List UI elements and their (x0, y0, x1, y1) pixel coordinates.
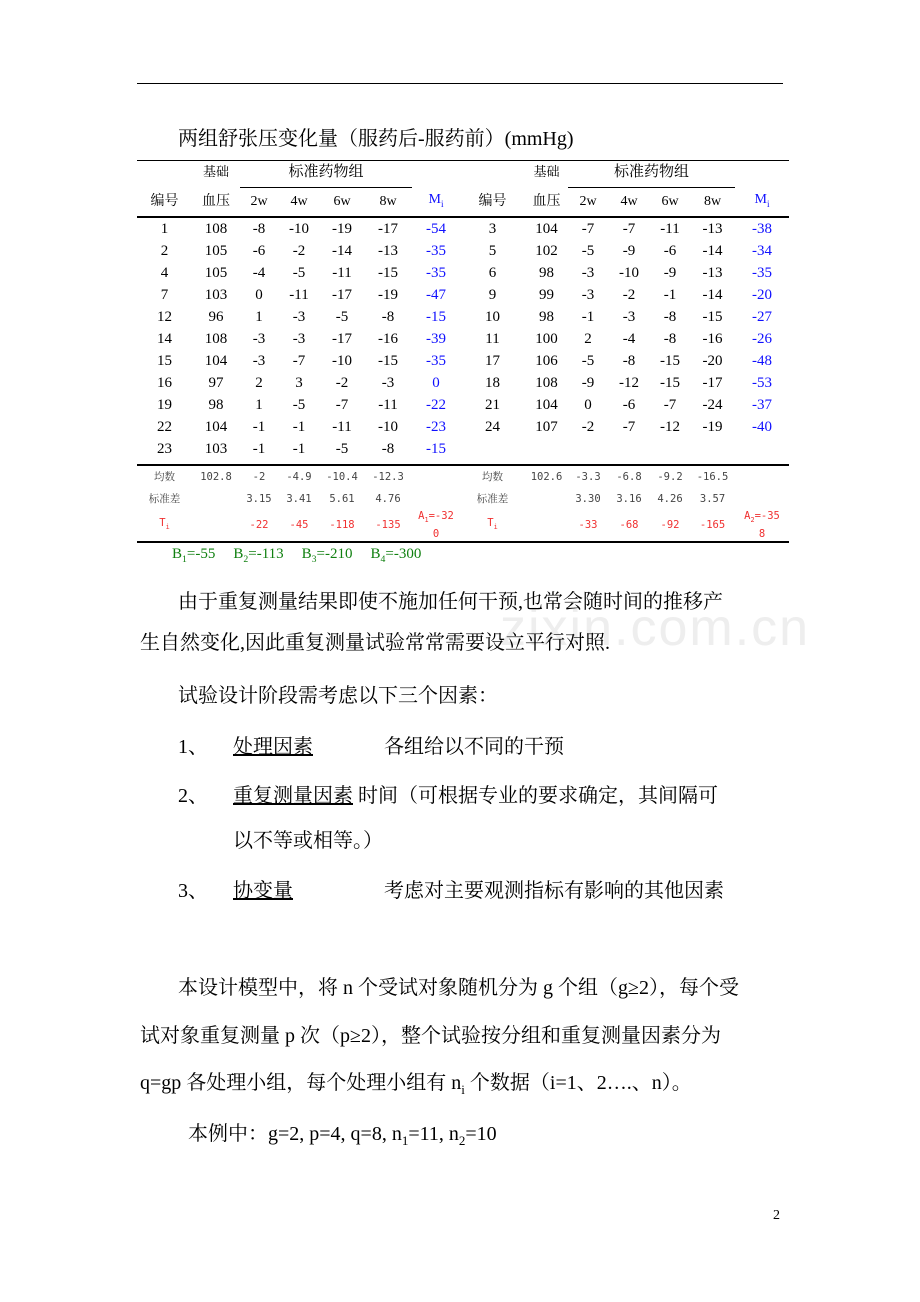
header-week: 8w (690, 188, 735, 218)
table-row (137, 262, 789, 284)
blank-cell (412, 465, 460, 488)
blank-cell (735, 465, 789, 488)
b-value: $B_3=-210$ (301, 546, 353, 565)
table-cell: -14 (702, 243, 723, 259)
sd-label: 标准差 (476, 493, 509, 505)
table-cell: -3 (292, 309, 306, 325)
table-cell: 104 (535, 221, 558, 237)
data-table (137, 160, 789, 543)
table-cell: 102 (535, 243, 558, 259)
header-week: 8w (364, 188, 412, 218)
table-cell: -2 (581, 419, 595, 435)
table-cell: -4 (252, 265, 266, 281)
row-sum-cell: -26 (752, 331, 773, 347)
mean-value: -2 (240, 465, 278, 488)
table-cell: -1 (663, 287, 677, 303)
mean-value: -9.2 (650, 465, 690, 488)
table-row (137, 328, 789, 350)
table-cell: 103 (204, 441, 228, 457)
sd-label: 标准差 (148, 493, 181, 505)
subscript: 1 (182, 554, 187, 565)
mean-value: 102.6 (525, 465, 568, 488)
row-sum-cell: -37 (752, 397, 773, 413)
header-week: 4w (608, 188, 650, 218)
t-value: -33 (578, 519, 598, 531)
subscript: 2 (458, 1133, 466, 1148)
header-base: 基础 (533, 164, 560, 179)
mean-value: -6.8 (608, 465, 650, 488)
table-cell: -8 (622, 353, 636, 369)
table-title: 两组舒张压变化量（服药后-服药前）(mmHg) (178, 128, 574, 150)
sd-value: 3.30 (575, 493, 601, 505)
table-cell: -8 (663, 331, 677, 347)
t-value: -22 (249, 519, 269, 531)
row-sum-cell: -35 (426, 265, 447, 281)
mean-value: -10.4 (320, 465, 364, 488)
table-cell: -11 (660, 221, 680, 237)
header-base: 基础 (202, 164, 229, 179)
table-row (137, 240, 789, 262)
factor-2-term: 重复测量因素 (233, 785, 353, 807)
row-sum-cell: -35 (426, 243, 447, 259)
header-week: 2w (568, 188, 608, 218)
table-cell: 4 (160, 265, 169, 281)
sd-value: 4.76 (375, 493, 401, 505)
mean-label: 均数 (460, 465, 525, 488)
table-cell: 98 (539, 265, 555, 281)
factor-3-desc: 考虑对主要观测指标有影响的其他因素 (384, 880, 724, 902)
subscript: 2 (750, 516, 755, 525)
blank-cell (192, 510, 240, 542)
blank-cell (460, 161, 525, 188)
t-value: -92 (660, 519, 680, 531)
subscript: 1 (424, 516, 429, 525)
paragraph3-line2: 试对象重复测量 p 次（p≥2），整个试验按分组和重复测量因素分为 (140, 1025, 721, 1047)
header-id: 编号 (137, 188, 192, 218)
table-cell: -17 (702, 375, 723, 391)
factor-2-desc: 时间（可根据专业的要求确定，其间隔可 (358, 785, 718, 807)
paragraph1-line2: 生自然变化,因此重复测量试验常常需要设立平行对照. (140, 632, 610, 654)
blank-cell (525, 510, 568, 542)
table-cell: -13 (378, 243, 398, 259)
table-cell: -15 (702, 309, 723, 325)
t-value: -135 (375, 519, 401, 531)
table-cell: -2 (292, 243, 306, 259)
subscript: i (461, 1082, 465, 1097)
table-row (137, 416, 789, 438)
a-total: $A_1=-32$ 0 (418, 510, 454, 540)
table-cell: -7 (622, 419, 636, 435)
table-cell: -3 (581, 265, 595, 281)
table-cell: 18 (485, 375, 501, 391)
table-cell: -11 (332, 419, 352, 435)
table-cell: -3 (252, 353, 266, 369)
table-cell: -10 (332, 353, 352, 369)
table-cell: -3 (292, 331, 306, 347)
table-cell: -6 (622, 397, 636, 413)
mean-value: -12.3 (364, 465, 412, 488)
table-cell: -9 (581, 375, 595, 391)
table-cell: -5 (335, 441, 349, 457)
table-cell: 107 (535, 419, 558, 435)
table-cell: -10 (378, 419, 398, 435)
table-cell (608, 438, 650, 460)
table-cell: -10 (289, 221, 309, 237)
table-cell: -5 (292, 397, 306, 413)
table-cell: 2 (255, 375, 263, 391)
t-label: $T_i$ (159, 516, 170, 532)
table-cell: 1 (255, 309, 263, 325)
sd-value: 4.26 (657, 493, 683, 505)
table-cell: -3 (581, 287, 595, 303)
table-cell: -9 (663, 265, 677, 281)
table-cell: -15 (378, 353, 398, 369)
row-sum-cell: -20 (752, 287, 773, 303)
factor-2-desc-cont: 以不等或相等。） (233, 830, 383, 852)
sd-value: 3.15 (246, 493, 272, 505)
header-week: 6w (320, 188, 364, 218)
table-cell: 108 (535, 375, 558, 391)
factor-1-desc: 各组给以不同的干预 (384, 736, 564, 758)
table-cell: -11 (332, 265, 352, 281)
table-cell: -17 (378, 221, 398, 237)
sd-value: 3.41 (286, 493, 312, 505)
blank-cell (192, 488, 240, 510)
subscript: 1 (401, 1133, 409, 1148)
table-cell: -7 (292, 353, 306, 369)
table-cell: -19 (702, 419, 723, 435)
table-cell: 2 (584, 331, 592, 347)
table-cell: -15 (378, 265, 398, 281)
header-rule (137, 83, 783, 84)
table-cell: 12 (157, 309, 172, 325)
table-cell: -12 (660, 419, 681, 435)
table-cell: 103 (204, 287, 228, 303)
factor-1-term: 处理因素 (233, 736, 313, 758)
table-cell: -7 (581, 221, 595, 237)
row-sum-cell (735, 438, 789, 460)
t-value: -68 (619, 519, 639, 531)
table-cell: 98 (208, 397, 224, 413)
table-row (137, 438, 789, 460)
table-cell: -7 (663, 397, 677, 413)
table-row (137, 284, 789, 306)
blank-cell (137, 161, 192, 188)
table-cell: -7 (622, 221, 636, 237)
table-cell: 2 (160, 243, 169, 259)
row-sum-cell: -23 (426, 419, 447, 435)
table-row (137, 372, 789, 394)
row-sum-cell: -54 (426, 221, 447, 237)
subscript: i (493, 523, 498, 532)
table-cell: 100 (535, 331, 558, 347)
table-row (137, 350, 789, 372)
blank-cell (412, 488, 460, 510)
table-cell: -19 (332, 221, 352, 237)
table-cell (690, 438, 735, 460)
sd-value: 5.61 (329, 493, 355, 505)
table-cell: 22 (157, 419, 172, 435)
mean-value: -4.9 (278, 465, 320, 488)
mean-value: 102.8 (192, 465, 240, 488)
table-cell: 3 (295, 375, 303, 391)
factor-2-number: 2、 (178, 785, 208, 807)
table-cell: 1 (255, 397, 263, 413)
row-sum-cell: 0 (432, 375, 440, 391)
subscript: 4 (380, 554, 386, 565)
table-row (137, 394, 789, 416)
subscript: 3 (311, 554, 317, 565)
table-cell: 96 (208, 309, 224, 325)
table-cell (650, 438, 690, 460)
table-cell: -13 (702, 221, 723, 237)
row-sum-cell: -39 (426, 331, 447, 347)
text: q=gp 各处理小组，每个处理小组有 n (140, 1072, 462, 1094)
header-id: 编号 (460, 188, 525, 218)
table-cell: 11 (485, 331, 500, 347)
example-line (188, 1117, 497, 1149)
t-label: $T_i$ (487, 516, 498, 532)
table-cell: 16 (157, 375, 172, 391)
table-cell: -1 (292, 441, 306, 457)
subscript: 2 (243, 554, 249, 565)
table-cell: 19 (157, 397, 172, 413)
table-cell: -7 (335, 397, 349, 413)
t-value: -165 (699, 519, 726, 531)
mean-value: -3.3 (568, 465, 608, 488)
row-sum-cell: -27 (752, 309, 773, 325)
row-sum-cell: -47 (426, 287, 447, 303)
text: =10 (465, 1123, 497, 1145)
table-cell: 21 (485, 397, 501, 413)
blank-cell (412, 161, 460, 188)
table-cell: -6 (252, 243, 266, 259)
table-cell: 17 (485, 353, 501, 369)
table-cell: 97 (208, 375, 224, 391)
text: =11, n (408, 1123, 459, 1145)
table-cell: -8 (663, 309, 677, 325)
table-cell: -16 (378, 331, 398, 347)
table-cell: -20 (702, 353, 723, 369)
paragraph1-line1: 由于重复测量结果即使不施加任何干预,也常会随时间的推移产 (178, 591, 723, 613)
row-sum-cell: -35 (752, 265, 773, 281)
table-cell: -10 (619, 265, 640, 281)
table-cell: -5 (335, 309, 349, 325)
table-cell: 0 (584, 397, 592, 413)
table-cell: 6 (488, 265, 497, 281)
paragraph2: 试验设计阶段需考虑以下三个因素： (178, 685, 498, 707)
header-blood-pressure: 血压 (525, 188, 568, 218)
table-cell: 9 (488, 287, 497, 303)
table-cell: -1 (581, 309, 595, 325)
table-cell: -19 (378, 287, 398, 303)
row-sum-cell: -15 (426, 441, 447, 457)
header-m: $M_i$ (735, 188, 789, 218)
table-cell: 105 (204, 265, 228, 281)
table-row (137, 306, 789, 328)
table-cell: 104 (204, 419, 228, 435)
table-cell (525, 438, 568, 460)
table-cell: 10 (485, 309, 501, 325)
table-cell: -6 (663, 243, 677, 259)
table-cell: 98 (539, 309, 555, 325)
row-sum-cell: -15 (426, 309, 447, 325)
table-cell: -2 (335, 375, 349, 391)
table-cell: -24 (702, 397, 723, 413)
table-cell: 105 (204, 243, 228, 259)
subscript: i (165, 523, 170, 532)
t-value: -45 (289, 519, 309, 531)
b-value: $B_2=-113$ (233, 546, 284, 565)
table-cell: 108 (204, 331, 228, 347)
factor-3-term: 协变量 (233, 880, 293, 902)
table-cell: -5 (581, 353, 595, 369)
blank-cell (525, 488, 568, 510)
table-cell: -3 (622, 309, 636, 325)
row-sum-cell: -48 (752, 353, 773, 369)
header-week: 6w (650, 188, 690, 218)
table-cell: 104 (204, 353, 228, 369)
row-sum-cell: -40 (752, 419, 773, 435)
row-sum-cell: -53 (752, 375, 773, 391)
blank-cell (735, 161, 789, 188)
table-cell: -8 (381, 309, 395, 325)
table-cell: -15 (660, 353, 681, 369)
table-row (137, 217, 789, 240)
table-cell: -1 (292, 419, 306, 435)
header-week: 2w (240, 188, 278, 218)
a-total: $A_2=-35$ 8 (744, 510, 780, 540)
table-cell: -3 (252, 331, 266, 347)
header-group-name: 标准药物组 (240, 161, 412, 188)
table-cell: 5 (488, 243, 497, 259)
table-cell: 106 (535, 353, 558, 369)
paragraph3-line3 (140, 1066, 692, 1098)
table-cell: -13 (702, 265, 723, 281)
paragraph3-line1: 本设计模型中，将 n 个受试对象随机分为 g 个组（g≥2），每个受 (178, 977, 739, 999)
table-cell: -14 (332, 243, 352, 259)
table-cell: -3 (381, 375, 395, 391)
header-blood-pressure: 血压 (192, 188, 240, 218)
table-cell: -14 (702, 287, 723, 303)
table-cell: 3 (488, 221, 497, 237)
table-cell: -8 (381, 441, 395, 457)
header-group-name: 标准药物组 (568, 161, 735, 188)
table-cell: -1 (252, 441, 266, 457)
text: 个数据（i=1、2….、n）。 (464, 1072, 692, 1094)
row-sum-cell: -22 (426, 397, 447, 413)
row-sum-cell: -38 (752, 221, 773, 237)
table-cell: 15 (157, 353, 172, 369)
mean-value: -16.5 (690, 465, 735, 488)
subscript: i (766, 198, 770, 209)
table-cell: -2 (622, 287, 636, 303)
subscript: i (440, 198, 444, 209)
row-sum-cell: -35 (426, 353, 447, 369)
table-cell: -16 (702, 331, 723, 347)
blank-cell (735, 488, 789, 510)
table-cell: 14 (157, 331, 172, 347)
mean-label: 均数 (137, 465, 192, 488)
factor-1-number: 1、 (178, 736, 208, 758)
text: 本例中：g=2, p=4, q=8, n (188, 1123, 402, 1145)
sd-value: 3.57 (699, 493, 726, 505)
header-week: 4w (278, 188, 320, 218)
table-cell: -11 (289, 287, 309, 303)
header-m: $M_i$ (412, 188, 460, 218)
table-cell: -11 (378, 397, 398, 413)
b-value: $B_1=-55$ (172, 546, 216, 565)
table-cell: -15 (660, 375, 681, 391)
table-cell: -4 (622, 331, 636, 347)
table-cell: -8 (252, 221, 266, 237)
table-cell: 99 (539, 287, 555, 303)
table-cell: -9 (622, 243, 636, 259)
page-number: 2 (773, 1208, 780, 1223)
t-value: -118 (329, 519, 355, 531)
watermark: zixin.com.cn (500, 599, 811, 657)
table-cell: 1 (160, 221, 169, 237)
table-cell: -12 (619, 375, 640, 391)
row-sum-cell: -34 (752, 243, 773, 259)
table-cell: 23 (157, 441, 172, 457)
factor-3-number: 3、 (178, 880, 208, 902)
sd-value: 3.16 (616, 493, 642, 505)
b-values (172, 546, 439, 565)
table-cell: 24 (485, 419, 501, 435)
b-value: $B_4=-300$ (370, 546, 422, 565)
table-cell: 108 (204, 221, 228, 237)
table-cell (460, 438, 525, 460)
table-cell: -1 (252, 419, 266, 435)
table-cell: -17 (332, 331, 352, 347)
table-cell: 7 (160, 287, 169, 303)
table-cell: -5 (292, 265, 306, 281)
table-cell: -5 (581, 243, 595, 259)
table-cell: 104 (535, 397, 558, 413)
table-cell: -17 (332, 287, 352, 303)
table-cell (568, 438, 608, 460)
table-cell: 0 (255, 287, 263, 303)
